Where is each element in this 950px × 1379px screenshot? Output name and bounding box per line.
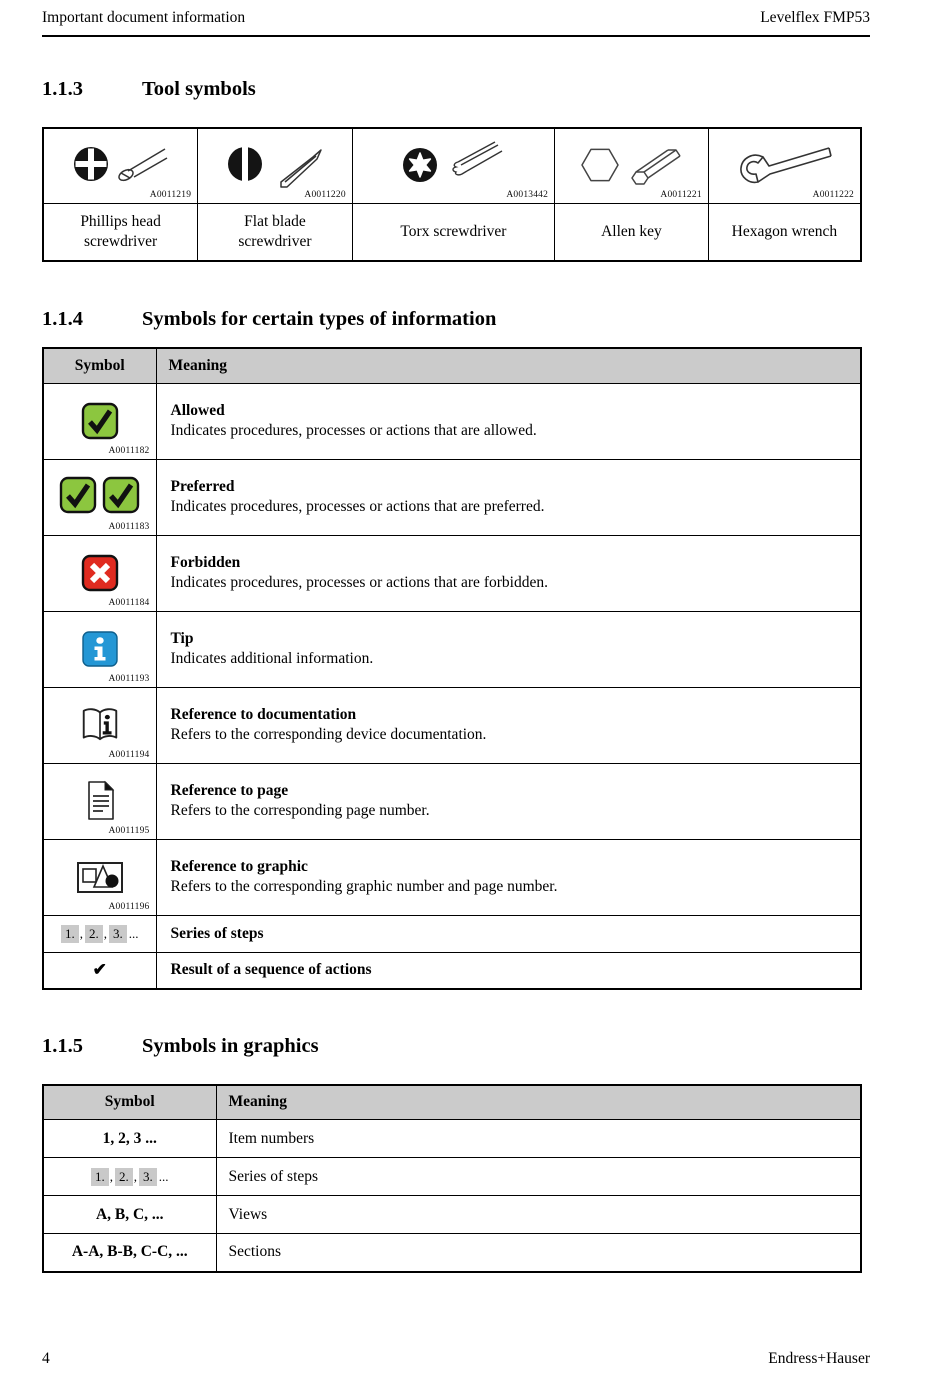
meaning-cell (156, 687, 861, 763)
section-title: Symbols in graphics (142, 1035, 319, 1058)
row-title: Preferred (170, 478, 235, 496)
header-left-text: Important document information (42, 9, 246, 26)
tool-code: A0011219 (149, 190, 192, 201)
page-content (42, 79, 870, 1273)
symbol-text: A-A, B-B, C-C, ... (43, 1234, 216, 1272)
row-description: Indicates procedures, processes or actions that are allowed. (170, 422, 537, 440)
symbol-cell (43, 763, 156, 839)
meaning-text: Series of steps (216, 1158, 861, 1196)
meaning-text: Sections (216, 1234, 861, 1272)
flat-blade-screwdriver-icon (198, 141, 352, 191)
result-check-symbol: ✔ (92, 960, 107, 980)
symbol-cell (43, 839, 156, 915)
meaning-text: Views (216, 1196, 861, 1234)
symbol-code: A0011182 (108, 445, 150, 456)
section-number: 1.1.5 (42, 1035, 83, 1058)
tool-cell-allen-key (555, 128, 709, 204)
step-badge: 1. (61, 925, 79, 943)
column-header-symbol: Symbol (43, 348, 156, 383)
symbol-cell (43, 1158, 216, 1196)
tool-cell-hexagon-wrench (708, 128, 861, 204)
symbol-cell (43, 687, 156, 763)
meaning-cell (156, 763, 861, 839)
row-title: Allowed (170, 402, 225, 420)
meaning-cell (156, 952, 861, 989)
table-row-result (43, 952, 861, 989)
phillips-screwdriver-icon (44, 141, 197, 191)
table-row-series-of-steps (43, 915, 861, 952)
table-row-reference-page (43, 763, 861, 839)
row-title: Forbidden (170, 554, 241, 572)
graphics-symbols-table (42, 1084, 862, 1273)
step-separator: , (109, 1168, 113, 1184)
section-heading-graphics-symbols (42, 1036, 870, 1058)
section-title: Symbols for certain types of information (142, 307, 497, 330)
table-row-preferred (43, 459, 861, 535)
table-row-tip (43, 611, 861, 687)
symbol-cell (43, 915, 156, 952)
table-row-reference-graphic (43, 839, 861, 915)
table-row-series-of-steps (43, 1158, 861, 1196)
table-row-item-numbers (43, 1120, 861, 1158)
step-ellipsis: ... (158, 1168, 169, 1184)
tool-code: A0011222 (812, 190, 854, 201)
series-of-steps-symbol (61, 926, 139, 941)
allen-key-icon (555, 141, 708, 191)
meaning-cell (156, 915, 861, 952)
reference-documentation-icon (44, 705, 156, 745)
symbol-cell (43, 611, 156, 687)
reference-page-icon (44, 779, 156, 823)
symbol-code: A0011194 (108, 749, 150, 760)
meaning-cell (156, 611, 861, 687)
reference-graphic-icon (44, 856, 156, 898)
column-header-symbol: Symbol (43, 1085, 216, 1120)
torx-screwdriver-icon (353, 141, 554, 191)
section-title: Tool symbols (142, 78, 256, 100)
tool-cell-flat-blade (198, 128, 353, 204)
symbol-cell (43, 383, 156, 459)
step-badge: 2. (85, 925, 103, 943)
step-separator: , (79, 925, 83, 941)
tool-code: A0011220 (304, 190, 346, 201)
meaning-cell (156, 459, 861, 535)
meaning-cell (156, 839, 861, 915)
row-title: Tip (170, 630, 194, 648)
tool-icon-row (43, 128, 861, 204)
symbol-cell (43, 459, 156, 535)
row-description: Indicates procedures, processes or actions that are forbidden. (170, 574, 548, 592)
column-header-meaning: Meaning (216, 1085, 861, 1120)
row-description: Indicates additional information. (170, 650, 374, 668)
row-title: Reference to documentation (170, 706, 357, 724)
symbol-text: A, B, C, ... (43, 1196, 216, 1234)
row-description: Refers to the corresponding graphic number and page number. (170, 878, 558, 896)
meaning-cell (156, 535, 861, 611)
tool-label: Torx screwdriver (352, 204, 554, 261)
tip-icon (44, 630, 156, 668)
step-separator: , (133, 1168, 137, 1184)
row-description: Refers to the corresponding device documentation. (170, 726, 487, 744)
symbol-text: 1, 2, 3 ... (43, 1120, 216, 1158)
symbol-code: A0011183 (108, 521, 150, 532)
page-footer (42, 1350, 870, 1368)
preferred-icon (59, 476, 140, 514)
symbol-code: A0011195 (108, 825, 150, 836)
info-symbols-table (42, 347, 862, 990)
company-name: Endress+Hauser (768, 1350, 870, 1367)
column-header-meaning: Meaning (156, 348, 861, 383)
step-badge: 1. (91, 1168, 109, 1186)
step-badge: 2. (115, 1168, 133, 1186)
table-row-forbidden (43, 535, 861, 611)
symbol-cell (43, 535, 156, 611)
tool-label-row (43, 204, 861, 261)
table-row-views (43, 1196, 861, 1234)
row-title: Series of steps (170, 924, 264, 942)
tool-label: Phillips head screwdriver (43, 204, 198, 261)
header-right-text: Levelflex FMP53 (760, 9, 870, 26)
step-badge: 3. (109, 925, 127, 943)
meaning-text: Item numbers (216, 1120, 861, 1158)
meaning-cell (156, 383, 861, 459)
row-title: Result of a sequence of actions (170, 961, 372, 979)
table-header-row (43, 348, 861, 383)
tool-code: A0013442 (506, 190, 549, 201)
section-heading-tool-symbols (42, 79, 870, 101)
forbidden-icon (44, 554, 156, 592)
tool-symbols-table (42, 127, 862, 262)
symbol-code: A0011196 (108, 901, 150, 912)
tool-cell-torx (352, 128, 554, 204)
table-row-sections (43, 1234, 861, 1272)
step-ellipsis: ... (128, 925, 139, 941)
tool-cell-phillips (43, 128, 198, 204)
table-row-allowed (43, 383, 861, 459)
step-badge: 3. (139, 1168, 157, 1186)
section-number: 1.1.3 (42, 78, 83, 100)
table-row-reference-documentation (43, 687, 861, 763)
table-header-row (43, 1085, 861, 1120)
section-heading-info-symbols (42, 309, 870, 331)
allowed-icon (44, 402, 156, 440)
step-separator: , (103, 925, 107, 941)
tool-code: A0011221 (660, 190, 702, 201)
tool-label: Hexagon wrench (708, 204, 861, 261)
row-description: Refers to the corresponding page number. (170, 802, 430, 820)
series-of-steps-symbol (91, 1169, 169, 1184)
hexagon-wrench-icon (709, 141, 860, 191)
section-number: 1.1.4 (42, 307, 83, 330)
page-number: 4 (42, 1350, 50, 1367)
symbol-code: A0011184 (108, 597, 150, 608)
page-header (42, 9, 870, 37)
row-title: Reference to graphic (170, 858, 308, 876)
symbol-code: A0011193 (108, 673, 150, 684)
tool-label: Flat blade screwdriver (198, 204, 353, 261)
row-description: Indicates procedures, processes or actions that are preferred. (170, 498, 545, 516)
row-title: Reference to page (170, 782, 289, 800)
tool-label: Allen key (555, 204, 709, 261)
symbol-cell (43, 952, 156, 989)
